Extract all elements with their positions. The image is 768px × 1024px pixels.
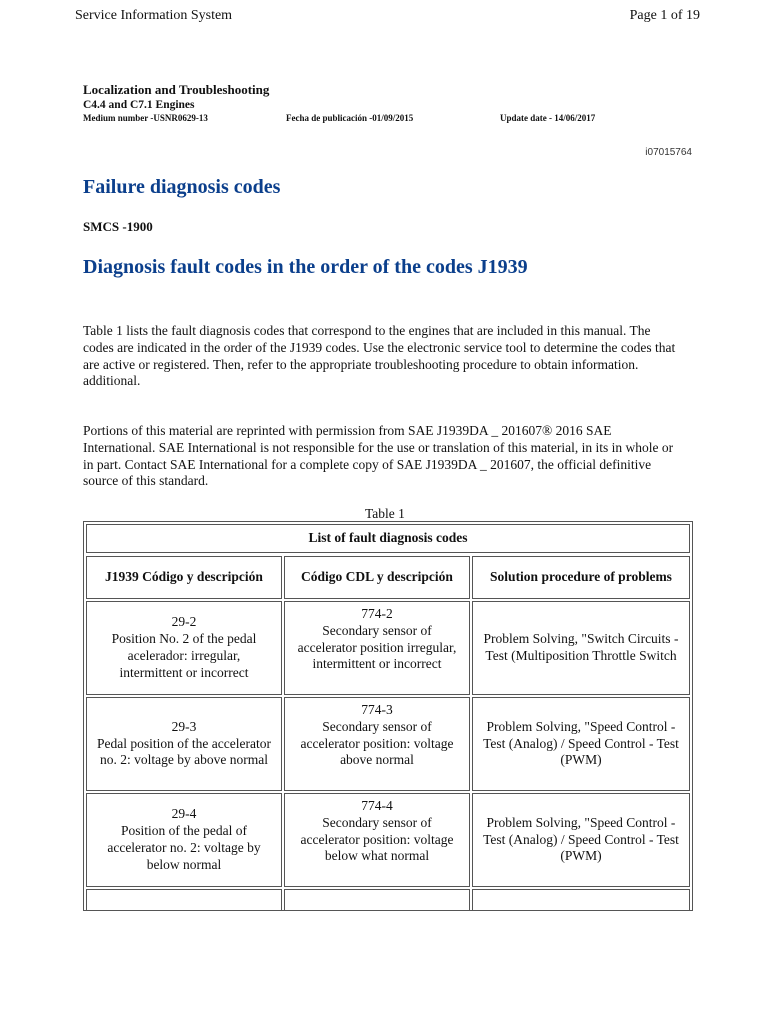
intro-line: Then, refer to the appropriate troubleshooting procedure to obtain information.: [212, 356, 639, 372]
cdl-code: 774-4: [361, 798, 393, 813]
copyright-paragraph: [83, 423, 683, 490]
table-cell-procedure: [472, 793, 690, 887]
copyright-line: Portions of this material are reprinted with permission from SAE J1939DA _ 201607® 2016 SAE: [83, 423, 612, 438]
j1939-code: 29-3: [171, 718, 197, 734]
column-header-cdl: Código CDL y descripción: [284, 556, 470, 599]
intro-line: additional.: [83, 373, 141, 389]
cdl-description: Secondary sensor of accelerator position: voltage below what normal: [300, 814, 454, 864]
j1939-description: Pedal position of the accelerator no. 2: voltage by above normal: [97, 735, 271, 768]
table-cell-procedure: [472, 697, 690, 791]
table-cell-j1939: [86, 697, 282, 791]
copyright-line: J1939DA _ 201607, the official definitive source of this standard.: [83, 456, 652, 489]
subsection-heading: Diagnosis fault codes in the order of the codes J1939: [83, 256, 528, 278]
column-header-procedure: Solution procedure of problems: [472, 556, 690, 599]
table-cell-procedure: [472, 601, 690, 695]
table-cell-j1939: [86, 889, 282, 911]
column-header-j1939: J1939 Código y descripción: [86, 556, 282, 599]
cdl-code: 774-3: [361, 702, 393, 717]
table-cell-cdl: [284, 601, 470, 695]
table-cell-cdl: [284, 889, 470, 911]
copyright-line: in whole or in part. Contact SAE International for a complete copy of SAE: [83, 439, 674, 472]
table-title: List of fault diagnosis codes: [86, 524, 690, 553]
cdl-description: Secondary sensor of accelerator position irregular, intermittent or incorrect: [297, 622, 457, 672]
section-heading: Failure diagnosis codes: [83, 176, 281, 198]
table-caption: Table 1: [365, 506, 405, 521]
document-engines: C4.4 and C7.1 Engines: [83, 99, 195, 111]
j1939-code: 29-4: [171, 806, 197, 822]
cdl-description: Secondary sensor of accelerator position: voltage above normal: [300, 718, 454, 768]
procedure-link: Problem Solving, "Speed Control - Test (Analog) / Speed Control - Test (PWM): [483, 718, 679, 768]
procedure-link: Problem Solving, "Switch Circuits - Test (Multiposition Throttle Switch: [483, 631, 679, 663]
intro-line: Table 1 lists the fault diagnosis codes that correspond to the engines that are: [83, 323, 494, 338]
document-title: Localization and Troubleshooting: [83, 82, 270, 97]
fault-codes-table: [83, 521, 693, 911]
j1939-description: Position No. 2 of the pedal acelerador: irregular, intermittent or incorrect: [111, 631, 257, 680]
smcs-code: SMCS -1900: [83, 219, 153, 234]
cdl-code: 774-2: [361, 606, 393, 621]
intro-line: electronic service tool to determine the codes that are active or registered.: [83, 339, 676, 372]
publication-date: Fecha de publicación -01/09/2015: [286, 113, 414, 123]
system-name: Service Information System: [75, 8, 233, 23]
table-cell-j1939: [86, 601, 282, 695]
page-indicator: Page 1 of 19: [629, 8, 700, 23]
procedure-link: Problem Solving, "Speed Control - Test (Analog) / Speed Control - Test (PWM): [483, 814, 679, 864]
j1939-code: 29-2: [171, 614, 197, 630]
table-cell-cdl: [284, 697, 470, 791]
medium-number: Medium number -USNR0629-13: [83, 113, 208, 123]
copyright-line: International. SAE International is not responsible for the use or translation of this material, in its: [83, 439, 609, 455]
table-cell-procedure: [472, 889, 690, 911]
table-cell-cdl: [284, 793, 470, 887]
table-cell-j1939: [86, 793, 282, 887]
document-id: i07015764: [645, 147, 692, 158]
j1939-description: Position of the pedal of accelerator no. 2: voltage by below normal: [107, 823, 261, 872]
update-date: Update date - 14/06/2017: [500, 113, 596, 123]
intro-line: included in this manual. The codes are indicated in the order of the J1939 codes. Use the: [83, 323, 651, 355]
intro-paragraph: [83, 323, 683, 390]
